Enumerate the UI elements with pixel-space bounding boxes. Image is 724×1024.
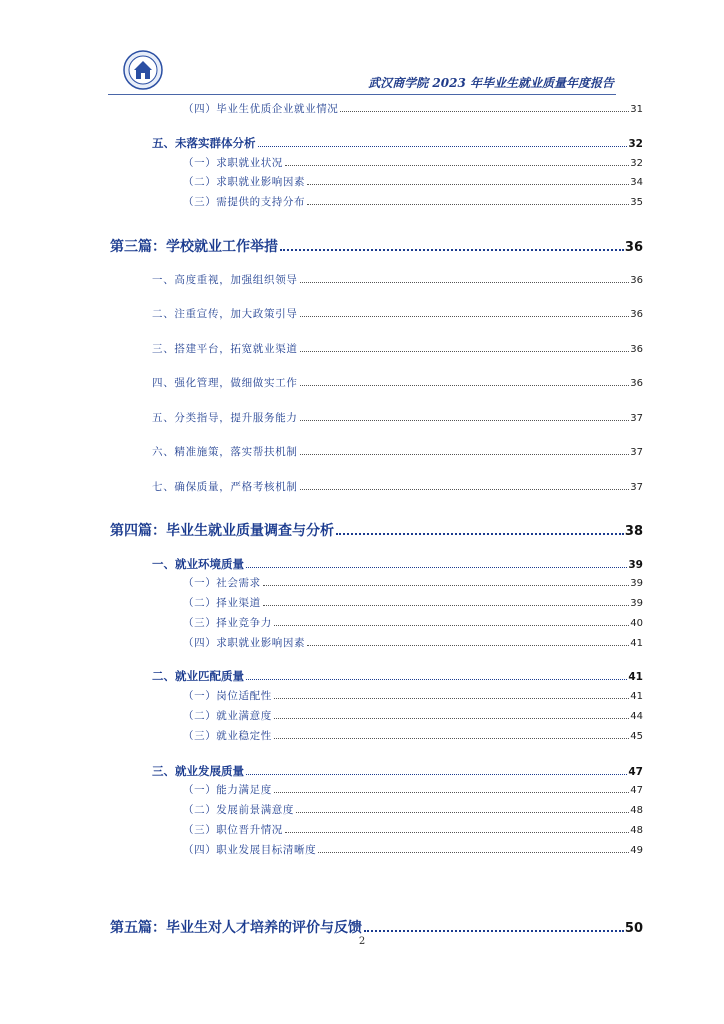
dot-leader (285, 832, 629, 833)
toc-entry-title: （二）求职就业影响因素 (183, 176, 306, 188)
toc-entry[interactable] (183, 688, 643, 703)
toc-entry-title: （一）岗位适配性 (183, 690, 272, 702)
toc-entry-title: 七、确保质量，严格考核机制 (152, 481, 298, 493)
dot-leader (336, 533, 624, 535)
toc-entry[interactable] (183, 635, 643, 650)
toc-entry[interactable] (183, 615, 643, 630)
toc-entry-title: 六、精准施策，落实帮扶机制 (152, 446, 298, 458)
toc-entry[interactable] (152, 556, 643, 572)
toc-entry-title: 三、搭建平台，拓宽就业渠道 (152, 343, 298, 355)
toc-entry-title: （一）能力满足度 (183, 784, 272, 796)
dot-leader (307, 204, 629, 205)
toc-entry[interactable] (183, 708, 643, 723)
toc-entry[interactable] (183, 728, 643, 743)
report-header-title: 武汉商学院 2023 年毕业生就业质量年度报告 (368, 76, 614, 90)
dot-leader (296, 812, 629, 813)
toc-entry-page: 36 (624, 240, 643, 255)
dot-leader (300, 351, 630, 352)
dot-leader (364, 930, 624, 932)
dot-leader (274, 738, 629, 739)
dot-leader (274, 718, 629, 719)
dot-leader (246, 774, 627, 775)
toc-entry[interactable] (152, 444, 643, 459)
toc-entry-page: 48 (630, 825, 643, 836)
toc-entry-title: （三）需提供的支持分布 (183, 196, 306, 208)
toc-entry[interactable] (152, 668, 643, 684)
dot-leader (280, 249, 624, 251)
page-number: 2 (358, 936, 366, 947)
toc-entry[interactable] (110, 520, 643, 540)
toc-entry[interactable] (152, 479, 643, 494)
toc-entry[interactable] (110, 917, 643, 937)
dot-leader (258, 146, 628, 147)
toc-entry[interactable] (152, 306, 643, 321)
toc-entry-title: （二）发展前景满意度 (183, 804, 294, 816)
dot-leader (274, 625, 629, 626)
toc-entry[interactable] (110, 236, 643, 256)
dot-leader (274, 698, 629, 699)
toc-entry[interactable] (152, 763, 643, 779)
dot-leader (300, 385, 630, 386)
toc-entry[interactable] (183, 595, 643, 610)
toc-entry-page: 41 (630, 638, 643, 649)
toc-entry-title: （一）求职就业状况 (183, 157, 283, 169)
toc-entry-title: 第四篇：毕业生就业质量调查与分析 (110, 523, 334, 539)
toc-entry-title: 第三篇：学校就业工作举措 (110, 239, 278, 255)
dot-leader (318, 852, 629, 853)
toc-entry-title: （四）毕业生优质企业就业情况 (183, 103, 339, 115)
toc-entry[interactable] (183, 101, 643, 116)
toc-entry-page: 39 (630, 578, 643, 589)
toc-entry[interactable] (183, 575, 643, 590)
toc-entry[interactable] (183, 842, 643, 857)
toc-entry-page: 36 (630, 344, 643, 355)
toc-entry-title: 五、分类指导，提升服务能力 (152, 412, 298, 424)
toc-entry-page: 48 (630, 805, 643, 816)
toc-entry[interactable] (183, 174, 643, 189)
toc-entry-page: 39 (628, 559, 643, 571)
toc-entry[interactable] (152, 135, 643, 151)
toc-entry-page: 36 (630, 378, 643, 389)
toc-entry[interactable] (152, 375, 643, 390)
toc-entry-page: 31 (630, 104, 643, 115)
toc-entry-title: （三）择业竞争力 (183, 617, 272, 629)
dot-leader (340, 111, 629, 112)
toc-entry-page: 34 (630, 177, 643, 188)
toc-entry-title: （一）社会需求 (183, 577, 261, 589)
toc-entry-title: 二、就业匹配质量 (152, 669, 244, 683)
dot-leader (307, 645, 629, 646)
header-divider (108, 94, 616, 95)
toc-entry-title: （三）职位晋升情况 (183, 824, 283, 836)
toc-entry-title: 四、强化管理，做细做实工作 (152, 377, 298, 389)
toc-entry[interactable] (183, 822, 643, 837)
toc-entry-page: 49 (630, 845, 643, 856)
toc-entry-page: 36 (630, 309, 643, 320)
toc-entry-page: 39 (630, 598, 643, 609)
toc-entry-title: （四）职业发展目标清晰度 (183, 844, 317, 856)
toc-entry-page: 38 (624, 524, 643, 539)
toc-entry-page: 45 (630, 731, 643, 742)
dot-leader (300, 316, 630, 317)
university-logo (123, 50, 163, 90)
toc-entry-title: （四）求职就业影响因素 (183, 637, 306, 649)
dot-leader (274, 792, 629, 793)
toc-entry-title: （三）就业稳定性 (183, 730, 272, 742)
toc-entry-title: （二）择业渠道 (183, 597, 261, 609)
toc-entry[interactable] (152, 341, 643, 356)
toc-entry-title: 二、注重宣传，加大政策引导 (152, 308, 298, 320)
toc-entry-page: 35 (630, 197, 643, 208)
toc-entry-title: 三、就业发展质量 (152, 764, 244, 778)
toc-entry-page: 47 (630, 785, 643, 796)
toc-entry-page: 37 (630, 413, 643, 424)
toc-entry-title: 一、高度重视，加强组织领导 (152, 274, 298, 286)
toc-entry[interactable] (183, 782, 643, 797)
dot-leader (300, 489, 630, 490)
toc-entry[interactable] (183, 802, 643, 817)
dot-leader (246, 679, 627, 680)
toc-entry-page: 41 (630, 691, 643, 702)
dot-leader (307, 184, 629, 185)
toc-entry-page: 32 (628, 138, 643, 150)
toc-entry-title: （二）就业满意度 (183, 710, 272, 722)
dot-leader (300, 454, 630, 455)
dot-leader (300, 420, 630, 421)
toc-entry[interactable] (183, 194, 643, 209)
dot-leader (263, 585, 630, 586)
toc-entry-page: 50 (624, 921, 643, 936)
toc-entry-title: 五、未落实群体分析 (152, 136, 256, 150)
toc-entry[interactable] (152, 410, 643, 425)
dot-leader (300, 282, 630, 283)
toc-entry-page: 41 (628, 671, 643, 683)
toc-entry-title: 一、就业环境质量 (152, 557, 244, 571)
toc-entry[interactable] (152, 272, 643, 287)
toc-entry-page: 37 (630, 482, 643, 493)
toc-entry-title: 第五篇：毕业生对人才培养的评价与反馈 (110, 920, 362, 936)
toc-entry-page: 32 (630, 158, 643, 169)
toc-entry-page: 40 (630, 618, 643, 629)
dot-leader (246, 567, 627, 568)
dot-leader (263, 605, 630, 606)
toc-entry-page: 36 (630, 275, 643, 286)
toc-entry-page: 37 (630, 447, 643, 458)
toc-entry[interactable] (183, 155, 643, 170)
toc-entry-page: 44 (630, 711, 643, 722)
dot-leader (285, 165, 629, 166)
toc-entry-page: 47 (628, 766, 643, 778)
